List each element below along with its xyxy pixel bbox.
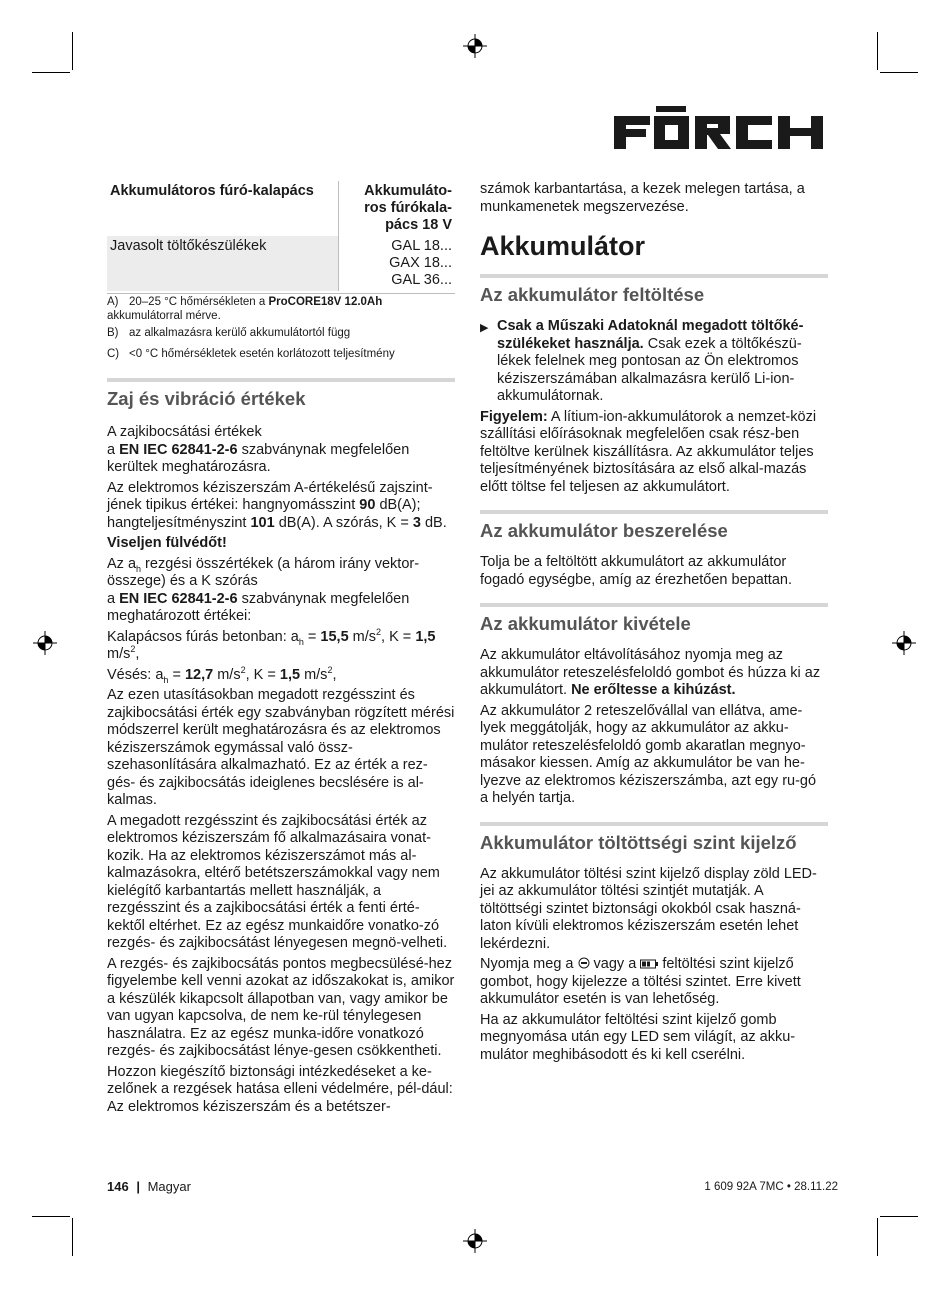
page-number: 146 <box>107 1179 129 1194</box>
superscript: 2 <box>376 626 382 637</box>
superscript: 2 <box>240 664 246 675</box>
paragraph <box>107 480 455 533</box>
value: 15,5 <box>320 628 349 645</box>
battery-icon <box>640 959 658 969</box>
value: 90 <box>359 497 376 513</box>
paragraph: Az akkumulátor 2 reteszelővállal van ellátva, ame-lyek meggátolják, hogy az akkumulátor az akku-mulátor reteszelésfeloldó gomb akaratlan megnyo-másakor kiessen. Amíg az akkumulátor be van he-lyezve az elektromos kéziszerszámba, azt egy ru-gó a helyén tartja. <box>480 702 817 806</box>
superscript: 2 <box>130 644 136 655</box>
right-column <box>480 181 828 1067</box>
text: dB(A). A szórás, K = <box>274 514 413 531</box>
bullet-triangle-icon: ▶ <box>480 322 489 334</box>
text: feltöltési szint kijelző gombot, hogy kijelezze a töltési szintet. Erre kivett akkumulátor esetén is van lehetőség. <box>480 956 801 1007</box>
crop-mark <box>32 72 70 73</box>
registration-mark-icon <box>892 631 916 655</box>
text: , <box>135 646 140 662</box>
warning <box>107 535 455 553</box>
value: 1,5 <box>279 666 301 683</box>
left-column <box>107 378 455 1119</box>
text: A lítium-ion-akkumulátorok a nemzet-közi szállítási előírásoknak megfelelően csak rész-ben feltöltve kerülnek kiszállításra. Az akkumulátor teljes teljesítményének biztosítására az első alkal-mazás előtt töltse fel teljesen az akkumulátort. <box>480 408 817 495</box>
paragraph: Az akkumulátor töltési szint kijelző display zöld LED-jei az akkumulátor töltési szintjét mutatják. A töltöttségi szintet biztonsági okokból csak haszná-laton kívüli elektromos kéziszerszám esetén lehet lekérdezni. <box>480 865 817 952</box>
table-header-right: Akkumuláto-ros fúrókala-pács 18 V <box>339 181 456 236</box>
section-heading: Az akkumulátor kivétele <box>480 603 828 635</box>
value: 3 <box>412 514 421 531</box>
bullet-bold: Csak a Műszaki Adatoknál megadott töltőké-szülékeket használja. <box>497 318 804 352</box>
standard-ref: EN IEC 62841-2-6 <box>119 590 238 607</box>
paragraph <box>107 424 455 477</box>
registration-mark-icon <box>463 1229 487 1253</box>
paragraph: Az ezen utasításokban megadott rezgésszint és zajkibocsátási érték egy szabványban rögzített mérési módszerrel került meghatározásra és az elektromos kéziszerszámok egymással való össz-szehasonlítására alkalmazható. Ez az érték a rez-gés- és zajkibocsátás ideiglenes becslésére is al-kalmas. <box>107 687 455 808</box>
text: vagy a <box>589 956 641 972</box>
text: a <box>107 441 120 458</box>
text: Az elektromos kéziszerszám A-értékelésű zajszint-jének tipikus értékei: hangnyomásszint <box>107 479 433 513</box>
charger-value: GAL 18... <box>391 238 452 254</box>
text: , <box>332 666 337 683</box>
registration-mark-icon <box>463 34 487 58</box>
paragraph <box>480 647 828 700</box>
paragraph: számok karbantartása, a kezek melegen tartása, a munkamenetek megszervezése. <box>480 181 805 215</box>
paragraph: Hozzon kiegészítő biztonsági intézkedéseket a ke-zelőnek a rezgések hatása elleni védelmére, pél-dául: Az elektromos kéziszerszám és a betétszer- <box>107 1063 453 1115</box>
charger-value: GAL 36... <box>391 272 452 288</box>
footnote-text: akkumulátorral mérve. <box>107 309 221 322</box>
footnote-text: 20–25 °C hőmérsékleten a <box>129 296 269 308</box>
subscript: h <box>163 674 169 685</box>
crop-mark <box>877 32 878 70</box>
text: Vésés: a <box>107 666 164 683</box>
section-heading: Az akkumulátor beszerelése <box>480 510 828 542</box>
section-heading: Az akkumulátor feltöltése <box>480 274 828 306</box>
paragraph <box>107 664 455 685</box>
text: Kalapácsos fúrás betonban: a <box>107 628 299 645</box>
footnote-text: az alkalmazásra kerülő akkumulátortól függ <box>129 327 351 339</box>
footnote-key: B) <box>107 327 119 339</box>
spec-table <box>107 181 455 291</box>
crop-mark <box>72 1218 73 1256</box>
footnote-text: <0 °C hőmérsékletek esetén korlátozott teljesítmény <box>129 348 395 360</box>
paragraph <box>480 956 828 1009</box>
document-code: 1 609 92A 7MC • 28.11.22 <box>704 1181 838 1193</box>
footnote-bold: ProCORE18V 12.0Ah <box>268 296 383 308</box>
crop-mark <box>880 72 918 73</box>
value: 1,5 <box>415 628 436 645</box>
crop-mark <box>32 1216 70 1217</box>
table-row-values <box>339 236 456 291</box>
text: , K = <box>381 628 416 645</box>
text: A zajkibocsátási értékek <box>107 424 262 440</box>
footnote <box>107 296 455 323</box>
text: Nyomja meg a <box>480 956 578 972</box>
text: m/s <box>348 628 377 645</box>
table-rule <box>107 293 455 294</box>
table-row <box>107 236 455 291</box>
text: m/s <box>107 646 131 662</box>
warning-text: Viseljen fülvédőt! <box>107 535 227 551</box>
text: m/s <box>213 666 241 683</box>
text: Csak ezek a töltőkészü-lékek felelnek meg pontosan az Ön elektromos kéziszerszámában alkalmazásra kerülő Li-ion-akkumulátornak. <box>497 335 802 404</box>
table-header-row <box>107 181 455 236</box>
text: rezgési összértékek (a három irány vektor-összege) és a K szórás <box>107 555 420 589</box>
text: Az a <box>107 555 137 572</box>
footnote <box>107 348 455 362</box>
chapter-heading: Akkumulátor <box>480 231 646 261</box>
paragraph <box>107 556 455 626</box>
power-button-icon <box>578 957 590 969</box>
forch-logo <box>612 102 826 150</box>
subscript: h <box>298 636 304 647</box>
text: szabványnak megfelelően meghatározott értékei: <box>107 590 410 624</box>
text: dB(A); hangteljesítményszint <box>107 497 421 531</box>
paragraph: A rezgés- és zajkibocsátás pontos megbecsülésé-hez figyelembe kell venni azokat az időszakokat is, amikor a készülék kikapcsolt állapotban van, vagy amikor be van ugyan kapcsolva, de nem ke-rül ténylegesen használatra. Ez az egész munka-időre vonatkozó rezgés- és zajkibocsátást lénye-gesen csökkentheti. <box>107 955 455 1059</box>
crop-mark <box>72 32 73 70</box>
text: a <box>107 590 120 607</box>
section-heading: Akkumulátor töltöttségi szint kijelző <box>480 822 828 854</box>
text: szabványnak megfelelően kerültek meghatározásra. <box>107 441 410 475</box>
superscript: 2 <box>327 664 333 675</box>
standard-ref: EN IEC 62841-2-6 <box>119 441 238 458</box>
paragraph <box>107 626 455 664</box>
bold-text: Ne erőltesse a kihúzást. <box>571 682 736 698</box>
table-header-left: Akkumulátoros fúró-kalapács <box>110 183 314 199</box>
charger-value: GAX 18... <box>389 255 452 271</box>
text: = <box>168 666 185 683</box>
footnote-key: A) <box>107 296 119 308</box>
paragraph <box>480 409 828 497</box>
language-label: Magyar <box>147 1179 191 1194</box>
text: m/s <box>300 666 328 683</box>
paragraph: Ha az akkumulátor feltöltési szint kijelző gomb megnyomása után egy LED sem világít, az akku-mulátor meghibásodott és ki kell cserélni. <box>480 1011 796 1063</box>
footer-separator: | <box>136 1179 140 1194</box>
text: = <box>303 628 321 645</box>
footnote <box>107 327 455 341</box>
crop-mark <box>880 1216 918 1217</box>
text: Az akkumulátor eltávolításához nyomja meg az akkumulátor reteszelésfeloldó gombot és húzza ki az akkumulátort. <box>480 647 821 698</box>
paragraph: A megadott rezgésszint és zajkibocsátási érték az elektromos kéziszerszám fő alkalmazásaira vonat-kozik. Ha az elektromos kéziszerszámot más al-kalmazásokra, eltérő betétszerszámokkal vagy nem kielégítő karbantartás mellett használják, a rezgésszint és a zajkibocsátási érték a fenti érté-kektől eltérhet. Ez az egész munkaidőre vonatko-zó rezgés- és zajkibocsátást lényegesen megnö-velheti. <box>107 812 448 951</box>
table-row-label: Javasolt töltőkészülékek <box>107 236 339 291</box>
note-label: Figyelem: <box>480 408 548 425</box>
footnote-key: C) <box>107 348 120 360</box>
bullet-item <box>480 318 828 406</box>
registration-mark-icon <box>33 631 57 655</box>
paragraph: Tolja be a feltöltött akkumulátort az akkumulátor fogadó egységbe, amíg az érezhetően bepattan. <box>480 554 792 588</box>
text: , K = <box>245 666 280 683</box>
section-heading: Zaj és vibráció értékek <box>107 378 455 410</box>
subscript: h <box>136 563 142 574</box>
text: dB. <box>420 514 447 531</box>
value: 101 <box>250 514 275 531</box>
value: 12,7 <box>184 666 214 683</box>
crop-mark <box>877 1218 878 1256</box>
page-footer-left <box>107 1179 191 1195</box>
